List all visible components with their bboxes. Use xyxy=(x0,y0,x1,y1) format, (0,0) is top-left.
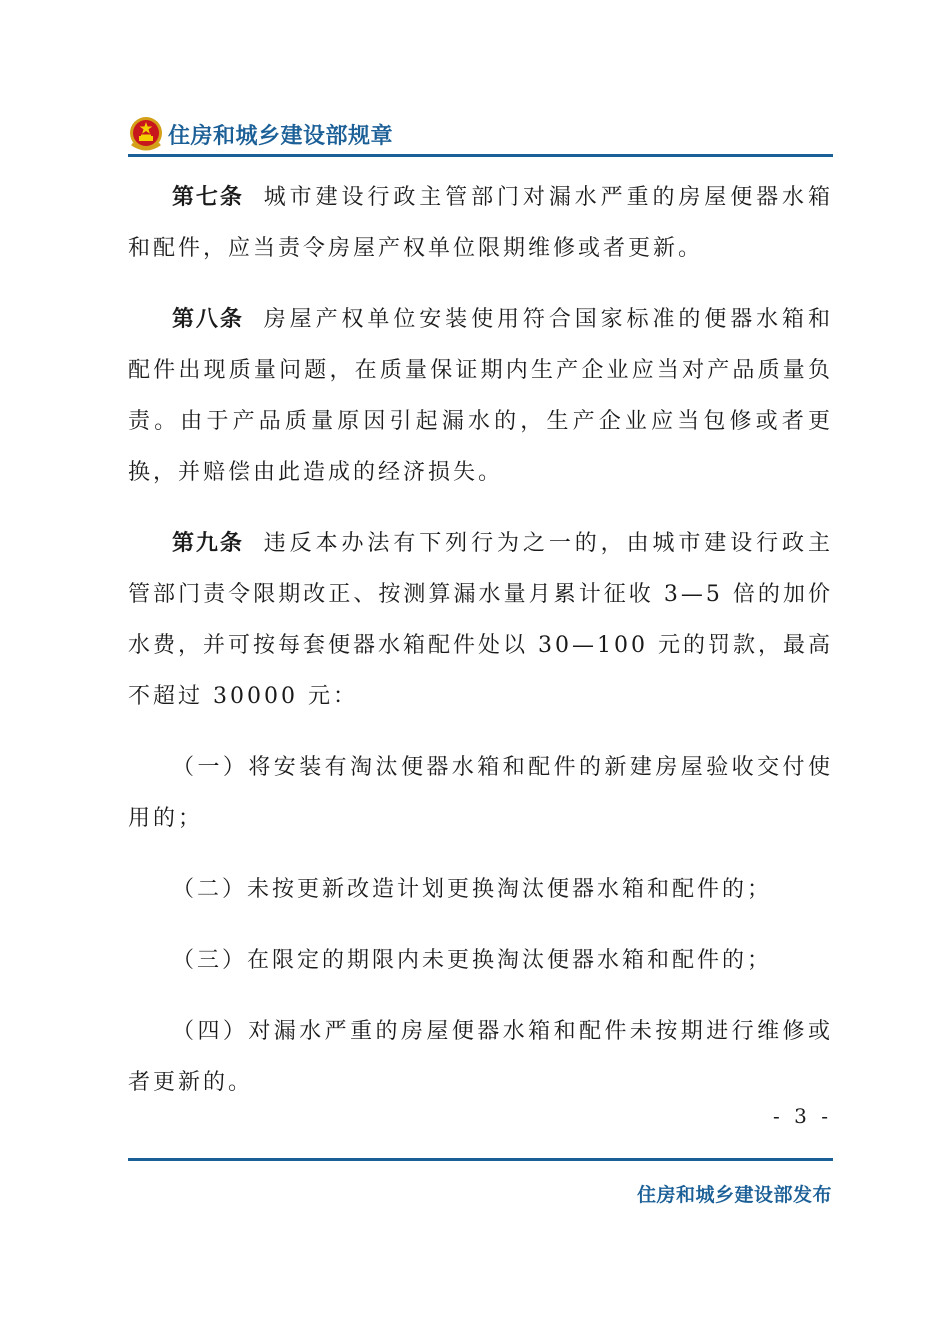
document-body xyxy=(128,172,833,1128)
header-title: 住房和城乡建设部规章 xyxy=(168,124,394,149)
article-9 xyxy=(128,518,833,722)
footer-publisher: 住房和城乡建设部发布 xyxy=(636,1184,832,1206)
header-divider xyxy=(128,154,833,157)
article-8 xyxy=(128,294,833,498)
article-label: 第八条 xyxy=(172,307,244,332)
national-emblem-icon xyxy=(128,116,164,152)
list-item: （三）在限定的期限内未更换淘汰便器水箱和配件的； xyxy=(172,948,773,973)
footer-divider xyxy=(128,1158,833,1161)
article-label: 第七条 xyxy=(172,185,244,210)
list-item: （二）未按更新改造计划更换淘汰便器水箱和配件的； xyxy=(172,877,773,902)
article-text: 城市建设行政主管部门对漏水严重的房屋便器水箱和配件，应当责令房屋产权单位限期维修或者更新。 xyxy=(128,185,833,261)
list-item: （四）对漏水严重的房屋便器水箱和配件未按期进行维修或者更新的。 xyxy=(128,1019,833,1095)
article-text: 房屋产权单位安装使用符合国家标准的便器水箱和配件出现质量问题，在质量保证期内生产企业应当对产品质量负责。由于产品质量原因引起漏水的，生产企业应当包修或者更换，并赔偿由此造成的经济损失。 xyxy=(128,307,833,485)
page-header xyxy=(128,112,833,156)
article-text: 违反本办法有下列行为之一的，由城市建设行政主管部门责令限期改正、按测算漏水量月累计征收 3—5 倍的加价水费，并可按每套便器水箱配件处以 30—100 元的罚款，最高不超过 30000 元： xyxy=(128,531,833,709)
list-item: （一）将安装有淘汰便器水箱和配件的新建房屋验收交付使用的； xyxy=(128,755,833,831)
article-label: 第九条 xyxy=(172,531,244,556)
page-number: - 3 - xyxy=(773,1104,832,1128)
article-7 xyxy=(128,172,833,274)
